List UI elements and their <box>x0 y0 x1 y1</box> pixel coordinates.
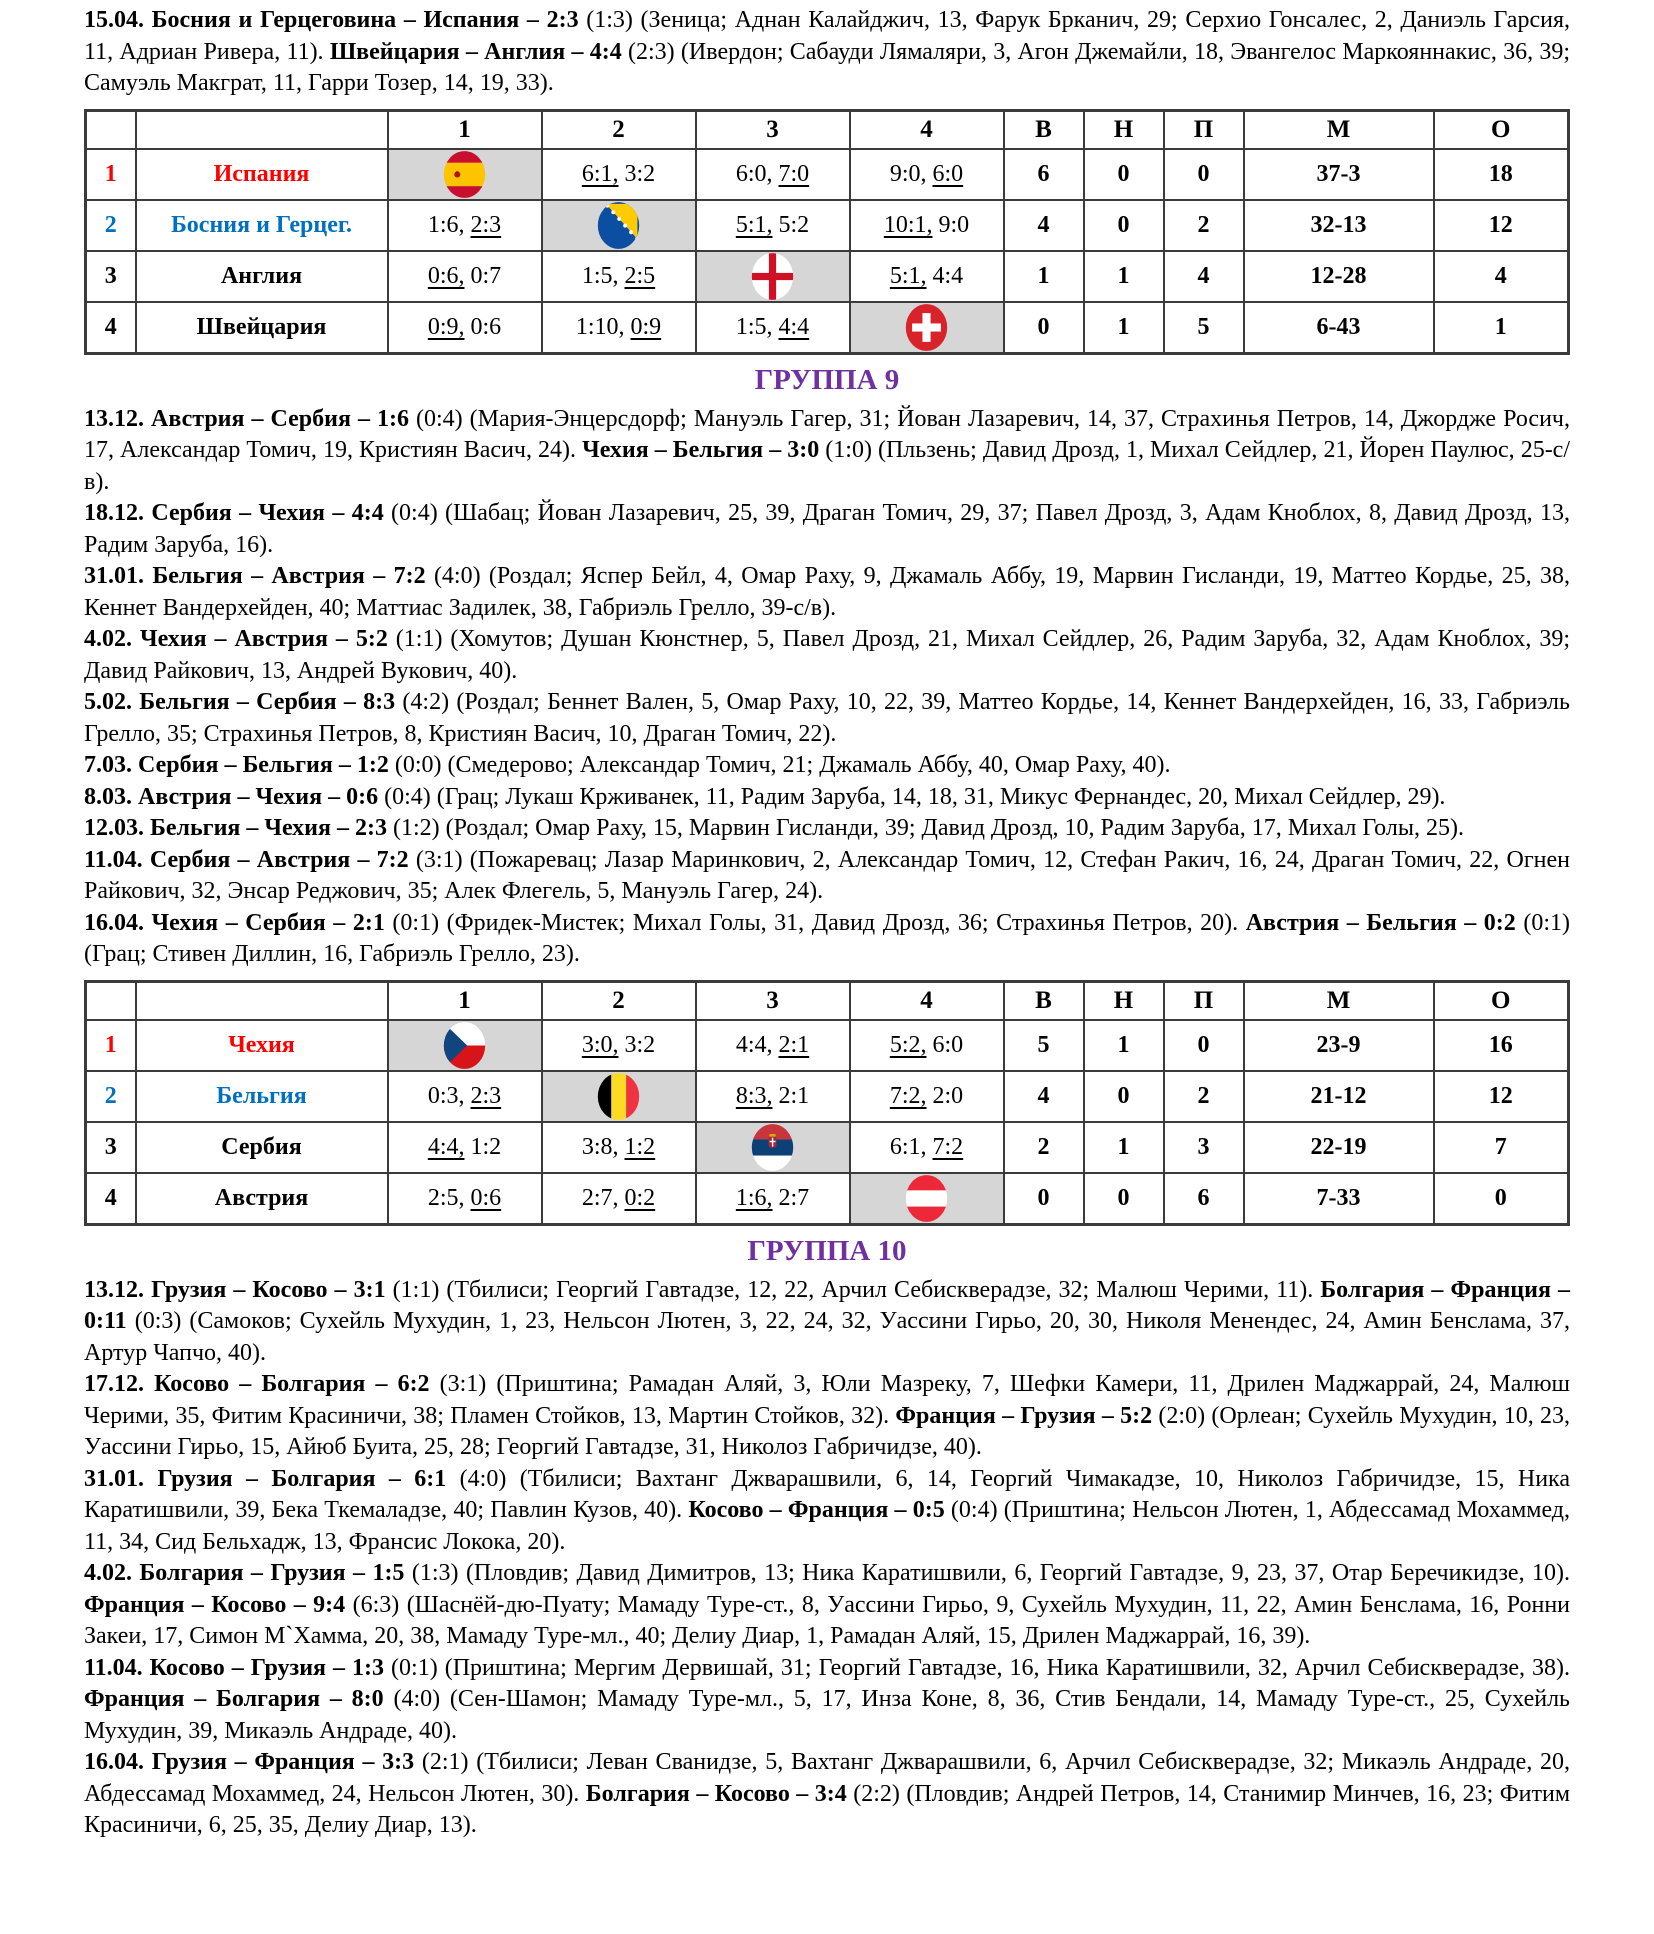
rank-cell: 3 <box>86 1122 136 1173</box>
underlined-score: 0:6, <box>427 262 465 289</box>
standings-row <box>86 149 1569 200</box>
score-cell <box>850 149 1004 200</box>
match-results-paragraph <box>84 1653 1570 1748</box>
standings-header-cell <box>86 981 136 1020</box>
match-header: 11.04. Косово – Грузия – 1:3 <box>84 1654 385 1681</box>
score-cell <box>388 200 542 251</box>
standings-header-cell: В <box>1004 981 1084 1020</box>
points-cell: 12 <box>1434 1071 1569 1122</box>
team-flag-cell <box>542 200 696 251</box>
draws-cell: 1 <box>1084 302 1164 354</box>
match-details: (0:1) (Приштина; Мергим Дервишай, 31; Георгий Гавтадзе, 16, Ника Каратишвили, 32, Арчил Себискверадзе, 38). <box>384 1654 1570 1681</box>
goals-cell: 12-28 <box>1244 251 1434 302</box>
score-cell <box>696 1071 850 1122</box>
underlined-score: 6:1, <box>581 160 619 187</box>
score-cell <box>696 200 850 251</box>
score-text: 6:1, <box>889 1133 933 1160</box>
underlined-score: 2:1 <box>778 1031 810 1058</box>
score-cell <box>542 1122 696 1173</box>
score-text: 1:5, <box>581 262 625 289</box>
standings-row <box>86 1122 1569 1173</box>
standings-header-cell: Н <box>1084 981 1164 1020</box>
match-details: (4:0) (Роздал; Яспер Бейл, 4, Омар Раху, 9, Джамаль Аббу, 19, Марвин Гисланди, 19, Маттео Кордье, 25, 38, Кеннет Вандерхейден, 40; Маттиас Задилек, 38, Габриэль Грелло, 39-с/в). <box>84 563 1571 621</box>
match-details: (2:0) (Орлеан; Сухейль Мухудин, 10, 23, Уассини Гирьо, 15, Айюб Буита, 25, 28; Георгий Гавтадзе, 31, Николоз Габричидзе, 40). <box>84 1402 1571 1460</box>
match-details: (0:3) (Самоков; Сухейль Мухудин, 1, 23, Нельсон Лютен, 3, 22, 24, 32, Уассини Гирьо, 20, 30, Николя Менендес, 24, Амин Бенслама, 37, Артур Чапчо, 40). <box>84 1308 1570 1366</box>
match-header: Болгария – Косово – 3:4 <box>585 1780 847 1807</box>
underlined-score: 5:1, <box>889 262 927 289</box>
team-name-cell: Босния и Герцег. <box>136 200 388 251</box>
match-header: 17.12. Косово – Болгария – 6:2 <box>84 1371 430 1397</box>
standings-header-cell: 4 <box>850 981 1004 1020</box>
underlined-score: 0:9, <box>427 313 465 340</box>
match-header: 18.12. Сербия – Чехия – 4:4 <box>84 500 384 526</box>
team-flag-cell <box>696 1122 850 1173</box>
standings-header-cell: 3 <box>696 981 850 1020</box>
underlined-score: 0:9 <box>630 313 662 340</box>
team-name-cell: Бельгия <box>136 1071 388 1122</box>
team-flag-cell <box>850 302 1004 354</box>
match-header: 13.12. Австрия – Сербия – 1:6 <box>84 405 409 432</box>
match-details: (3:1) (Приштина; Рамадан Аляй, 3, Юли Мазреку, 7, Шефки Камери, 11, Дрилен Маджаррай, 24, Малюш Черими, 35, Фитим Красиничи, 38; Пламен Стойков, 13, Мартин Стойков, 32). <box>84 1371 1570 1429</box>
score-cell <box>696 1173 850 1225</box>
underlined-score: 5:2, <box>889 1031 927 1058</box>
underlined-score: 5:1, <box>735 211 773 238</box>
underlined-score: 8:3, <box>735 1082 773 1109</box>
underlined-score: 2:5 <box>624 262 656 289</box>
losses-cell: 2 <box>1164 200 1244 251</box>
losses-cell: 4 <box>1164 251 1244 302</box>
goals-cell: 21-12 <box>1244 1071 1434 1122</box>
standings-header-cell: П <box>1164 981 1244 1020</box>
bosnia-flag-icon <box>596 201 641 250</box>
standings-header-cell: М <box>1244 981 1434 1020</box>
draws-cell: 0 <box>1084 149 1164 200</box>
standings-row <box>86 302 1569 354</box>
score-text: 3:2 <box>618 160 656 187</box>
team-flag-cell <box>388 149 542 200</box>
group-9-results <box>84 404 1570 971</box>
score-text: 0:7 <box>464 262 502 289</box>
group-9-title: ГРУППА 9 <box>754 363 900 396</box>
losses-cell: 2 <box>1164 1071 1244 1122</box>
match-details: (1:3) (Зеница; Аднан Калайджич, 13, Фарук Брканич, 29; Серхио Гонсалес, 2, Даниэль Гарсия, 11, Адриан Ривера, 11). <box>84 7 1570 65</box>
points-cell: 1 <box>1434 302 1569 354</box>
wins-cell: 1 <box>1004 251 1084 302</box>
standings-header-cell: 1 <box>388 110 542 149</box>
team-name-cell: Англия <box>136 251 388 302</box>
match-details: (4:0) (Сен-Шамон; Мамаду Туре-мл., 5, 17, Инза Коне, 8, 36, Стив Бендали, 14, Мамаду Туре-ст., 25, Сухейль Мухудин, 39, Микаэль Андраде, 40). <box>84 1686 1570 1744</box>
match-details: (4:2) (Роздал; Беннет Вален, 5, Омар Раху, 10, 22, 39, Маттео Кордье, 14, Кеннет Вандерхейден, 16, 33, Габриэль Грелло, 35; Страхинья Петров, 8, Кристиян Васич, 10, Драган Томич, 22). <box>84 689 1570 747</box>
points-cell: 18 <box>1434 149 1569 200</box>
standings-row <box>86 251 1569 302</box>
standings-row <box>86 1173 1569 1225</box>
rank-cell: 2 <box>86 1071 136 1122</box>
match-results-paragraph <box>84 404 1570 499</box>
match-header: 16.04. Грузия – Франция – 3:3 <box>84 1749 415 1775</box>
score-text: 2:7, <box>581 1184 625 1211</box>
match-header: 31.01. Бельгия – Австрия – 7:2 <box>84 563 426 589</box>
score-text: 2:1 <box>772 1082 810 1109</box>
group-10-results <box>84 1275 1570 1842</box>
underlined-score: 7:2 <box>932 1133 964 1160</box>
score-text: 3:2 <box>618 1031 656 1058</box>
standings-header-cell <box>136 110 388 149</box>
underlined-score: 0:2 <box>624 1184 656 1211</box>
match-details: (0:0) (Смедерово; Александар Томич, 21; Джамаль Аббу, 40, Омар Раху, 40). <box>388 752 1171 778</box>
match-results-paragraph <box>84 1369 1570 1464</box>
match-results-paragraph <box>84 561 1570 624</box>
match-results-paragraph <box>84 845 1570 908</box>
match-header: 16.04. Чехия – Сербия – 2:1 <box>84 909 385 936</box>
underlined-score: 7:0 <box>778 160 810 187</box>
score-cell <box>696 302 850 354</box>
score-cell <box>542 1020 696 1071</box>
points-cell: 12 <box>1434 200 1569 251</box>
goals-cell: 22-19 <box>1244 1122 1434 1173</box>
draws-cell: 1 <box>1084 251 1164 302</box>
score-text: 6:0, <box>735 160 779 187</box>
standings-table-group-9 <box>84 980 1570 1226</box>
match-header: Франция – Косово – 9:4 <box>84 1591 346 1618</box>
score-text: 3:8, <box>581 1133 625 1160</box>
losses-cell: 5 <box>1164 302 1244 354</box>
team-name-cell: Чехия <box>136 1020 388 1071</box>
match-details: (6:3) (Шаснёй-дю-Пуату; Мамаду Туре-ст., 8, Уассини Гирьо, 9, Сухейль Мухудин, 11, 22, Амин Бенслама, 16, Ронни Закеи, 17, Симон М`Хамма, 20, 38, Мамаду Туре-мл., 40; Делиу Диар, 1, Рамадан Аляй, 15, Дрилен Маджаррай, 16, 39). <box>84 1591 1571 1649</box>
match-details: (2:2) (Пловдив; Андрей Петров, 14, Станимир Минчев, 16, 23; Фитим Красиничи, 6, 25, 35, Делиу Диар, 13). <box>84 1780 1571 1838</box>
points-cell: 16 <box>1434 1020 1569 1071</box>
goals-cell: 7-33 <box>1244 1173 1434 1225</box>
wins-cell: 6 <box>1004 149 1084 200</box>
standings-table-group-8 <box>84 109 1570 355</box>
standings-header-row <box>86 110 1569 149</box>
czech-flag-icon <box>442 1021 487 1070</box>
underlined-score: 0:6 <box>470 1184 502 1211</box>
match-details: (0:4) (Грац; Лукаш Крживанек, 11, Радим Заруба, 14, 18, 31, Микус Фернандес, 20, Михал Сейдлер, 29). <box>378 783 1446 810</box>
points-cell: 7 <box>1434 1122 1569 1173</box>
score-text: 2:5, <box>427 1184 471 1211</box>
standings-header-cell <box>86 110 136 149</box>
match-results-paragraph <box>84 1747 1570 1842</box>
match-details: (0:1) (Грац; Стивен Диллин, 16, Габриэль Грелло, 23). <box>84 909 1571 967</box>
score-cell <box>542 302 696 354</box>
match-header: 4.02. Чехия – Австрия – 5:2 <box>84 626 388 652</box>
score-cell <box>850 1020 1004 1071</box>
score-cell <box>850 200 1004 251</box>
match-details: (4:0) (Тбилиси; Вахтанг Джварашвили, 6, 14, Георгий Чимакадзе, 10, Николоз Габричидзе, 15, Ника Каратишвили, 39, Бека Ткемаладзе, 40; Павлин Кузов, 40). <box>84 1465 1570 1523</box>
match-details: (1:2) (Роздал; Омар Раху, 15, Марвин Гисланди, 39; Давид Дрозд, 10, Радим Заруба, 17, Михал Голы, 25). <box>386 815 1464 841</box>
score-cell <box>388 1071 542 1122</box>
underlined-score: 3:0, <box>581 1031 619 1058</box>
rank-cell: 1 <box>86 1020 136 1071</box>
score-cell <box>542 251 696 302</box>
match-header: 4.02. Болгария – Грузия – 1:5 <box>84 1560 405 1586</box>
score-text: 4:4 <box>926 262 964 289</box>
match-header: Чехия – Бельгия – 3:0 <box>582 437 820 463</box>
score-text: 1:10, <box>575 313 631 340</box>
score-text: 6:0 <box>926 1031 964 1058</box>
score-text: 2:7 <box>772 1184 810 1211</box>
match-header: Франция – Грузия – 5:2 <box>895 1402 1153 1429</box>
team-name-cell: Испания <box>136 149 388 200</box>
underlined-score: 7:2, <box>889 1082 927 1109</box>
team-flag-cell <box>696 251 850 302</box>
match-details: (2:1) (Тбилиси; Леван Сванидзе, 5, Вахтанг Джварашвили, 6, Арчил Себискверадзе, 32; Микаэль Андраде, 20, Абдессамад Мохаммед, 24, Нельсон Лютен, 30). <box>84 1749 1571 1807</box>
underlined-score: 4:4 <box>778 313 810 340</box>
standings-header-cell: 1 <box>388 981 542 1020</box>
match-header: 7.03. Сербия – Бельгия – 1:2 <box>84 752 389 778</box>
score-text: 1:6, <box>427 211 471 238</box>
match-details: (3:1) (Пожаревац; Лазар Маринкович, 2, Александар Томич, 12, Стефан Ракич, 16, 24, Драган Томич, 22, Огнен Райкович, 32, Энсар Реджович, 35; Алек Флегель, 5, Мануэль Гагер, 24). <box>84 846 1571 904</box>
england-flag-icon <box>750 252 795 301</box>
score-cell <box>388 1173 542 1225</box>
score-cell <box>388 251 542 302</box>
wins-cell: 5 <box>1004 1020 1084 1071</box>
score-cell <box>850 251 1004 302</box>
match-header: Косово – Франция – 0:5 <box>688 1497 945 1523</box>
underlined-score: 6:0 <box>932 160 964 187</box>
match-header: 12.03. Бельгия – Чехия – 2:3 <box>84 815 387 841</box>
standings-row <box>86 1071 1569 1122</box>
underlined-score: 1:6, <box>735 1184 773 1211</box>
match-results-paragraph <box>84 498 1570 561</box>
score-cell <box>388 302 542 354</box>
intro-results-paragraph <box>84 5 1570 100</box>
rank-cell: 1 <box>86 149 136 200</box>
standings-header-cell: О <box>1434 981 1569 1020</box>
score-cell <box>388 1122 542 1173</box>
wins-cell: 4 <box>1004 200 1084 251</box>
match-header: 31.01. Грузия – Болгария – 6:1 <box>84 1465 447 1492</box>
match-details: (0:1) (Фридек-Мистек; Михал Голы, 31, Давид Дрозд, 36; Страхинья Петров, 20). <box>384 909 1246 936</box>
match-results-paragraph <box>84 908 1570 971</box>
score-text: 5:2 <box>772 211 810 238</box>
standings-header-cell: Н <box>1084 110 1164 149</box>
match-header: Австрия – Бельгия – 0:2 <box>1245 909 1516 936</box>
match-results-paragraph <box>84 1464 1570 1559</box>
standings-row <box>86 1020 1569 1071</box>
standings-header-cell: М <box>1244 110 1434 149</box>
underlined-score: 1:2 <box>624 1133 656 1160</box>
standings-header-row <box>86 981 1569 1020</box>
underlined-score: 2:3 <box>470 1082 502 1109</box>
match-details: (0:4) (Мария-Энцерсдорф; Мануэль Гагер, 31; Йован Лазаревич, 14, 37, Страхинья Петров, 14, Джордже Росич, 17, Александар Томич, 19, Кристиян Васич, 24). <box>84 405 1570 463</box>
score-text: 1:2 <box>464 1133 502 1160</box>
score-cell <box>850 1122 1004 1173</box>
rank-cell: 2 <box>86 200 136 251</box>
rank-cell: 3 <box>86 251 136 302</box>
score-cell <box>696 149 850 200</box>
rank-cell: 4 <box>86 1173 136 1225</box>
goals-cell: 32-13 <box>1244 200 1434 251</box>
match-results-paragraph <box>84 782 1570 814</box>
score-text: 4:4, <box>735 1031 779 1058</box>
underlined-score: 2:3 <box>470 211 502 238</box>
match-details: (1:3) (Пловдив; Давид Димитров, 13; Ника Каратишвили, 6, Георгий Гавтадзе, 9, 23, 37, Отар Беречикидзе, 10). <box>404 1560 1570 1586</box>
team-flag-cell <box>388 1020 542 1071</box>
standings-header-cell: 2 <box>542 110 696 149</box>
goals-cell: 23-9 <box>1244 1020 1434 1071</box>
match-results-paragraph <box>84 750 1570 782</box>
belgium-flag-icon <box>596 1072 641 1121</box>
rank-cell: 4 <box>86 302 136 354</box>
match-results-paragraph <box>84 1275 1570 1370</box>
underlined-score: 4:4, <box>427 1133 465 1160</box>
goals-cell: 37-3 <box>1244 149 1434 200</box>
match-details: (1:0) (Пльзень; Давид Дрозд, 1, Михал Сейдлер, 21, Йорен Паулюс, 25-с/в). <box>84 437 1571 495</box>
losses-cell: 3 <box>1164 1122 1244 1173</box>
match-details: (0:4) (Шабац; Йован Лазаревич, 25, 39, Драган Томич, 29, 37; Павел Дрозд, 3, Адам Кноблох, 8, Давид Дрозд, 13, Радим Заруба, 16). <box>84 500 1571 558</box>
match-header: Швейцария – Англия – 4:4 <box>329 38 622 65</box>
match-results-paragraph <box>84 624 1570 687</box>
group-10-title: ГРУППА 10 <box>747 1234 907 1267</box>
score-cell <box>850 1071 1004 1122</box>
match-details: (1:1) (Хомутов; Душан Кюнстнер, 5, Павел Дрозд, 21, Михал Сейдлер, 26, Радим Заруба, 32, Адам Кноблох, 39; Давид Райкович, 13, Андрей Вукович, 40). <box>84 626 1570 684</box>
wins-cell: 0 <box>1004 1173 1084 1225</box>
score-text: 9:0 <box>932 211 970 238</box>
match-header: 11.04. Сербия – Австрия – 7:2 <box>84 846 409 873</box>
standings-header-cell: 2 <box>542 981 696 1020</box>
losses-cell: 0 <box>1164 1020 1244 1071</box>
team-name-cell: Австрия <box>136 1173 388 1225</box>
score-text: 0:6 <box>464 313 502 340</box>
switzerland-flag-icon <box>904 303 949 352</box>
draws-cell: 0 <box>1084 1173 1164 1225</box>
standings-row <box>86 200 1569 251</box>
match-details: (2:3) (Ивердон; Сабауди Лямаляри, 3, Агон Джемайли, 18, Эвангелос Маркояннакис, 36, 39; Самуэль Макграт, 11, Гарри Тозер, 14, 19, 33). <box>84 38 1570 96</box>
score-cell <box>542 1173 696 1225</box>
draws-cell: 0 <box>1084 1071 1164 1122</box>
match-results-paragraph <box>84 813 1570 845</box>
points-cell: 4 <box>1434 251 1569 302</box>
standings-header-cell <box>136 981 388 1020</box>
standings-header-cell: 4 <box>850 110 1004 149</box>
standings-header-cell: В <box>1004 110 1084 149</box>
match-header: Франция – Болгария – 8:0 <box>84 1686 384 1712</box>
score-cell <box>542 149 696 200</box>
wins-cell: 4 <box>1004 1071 1084 1122</box>
match-details: (1:1) (Тбилиси; Георгий Гавтадзе, 12, 22, Арчил Себискверадзе, 32; Малюш Черими, 11). <box>385 1276 1321 1303</box>
team-name-cell: Сербия <box>136 1122 388 1173</box>
score-cell <box>696 1020 850 1071</box>
match-header: 5.02. Бельгия – Сербия – 8:3 <box>84 689 396 715</box>
serbia-flag-icon <box>750 1123 795 1172</box>
score-text: 1:5, <box>735 313 779 340</box>
score-text: 2:0 <box>926 1082 964 1109</box>
losses-cell: 6 <box>1164 1173 1244 1225</box>
score-text: 0:3, <box>427 1082 471 1109</box>
wins-cell: 0 <box>1004 302 1084 354</box>
match-header: Болгария – Франция – 0:11 <box>84 1276 1570 1334</box>
points-cell: 0 <box>1434 1173 1569 1225</box>
draws-cell: 1 <box>1084 1020 1164 1071</box>
standings-header-cell: О <box>1434 110 1569 149</box>
match-results-paragraph <box>84 687 1570 750</box>
match-header: 8.03. Австрия – Чехия – 0:6 <box>84 783 379 810</box>
team-flag-cell <box>542 1071 696 1122</box>
standings-header-cell: П <box>1164 110 1244 149</box>
match-results-paragraph <box>84 1558 1570 1653</box>
spain-flag-icon <box>442 150 487 199</box>
losses-cell: 0 <box>1164 149 1244 200</box>
draws-cell: 1 <box>1084 1122 1164 1173</box>
goals-cell: 6-43 <box>1244 302 1434 354</box>
draws-cell: 0 <box>1084 200 1164 251</box>
team-flag-cell <box>850 1173 1004 1225</box>
match-details: (0:4) (Приштина; Нельсон Лютен, 1, Абдессамад Мохаммед, 11, 34, Сид Бельхадж, 13, Франсис Локока, 20). <box>84 1497 1570 1555</box>
standings-header-cell: 3 <box>696 110 850 149</box>
match-header: 13.12. Грузия – Косово – 3:1 <box>84 1276 386 1303</box>
score-text: 9:0, <box>889 160 933 187</box>
underlined-score: 10:1, <box>883 211 933 238</box>
wins-cell: 2 <box>1004 1122 1084 1173</box>
austria-flag-icon <box>904 1174 949 1223</box>
match-header: 15.04. Босния и Герцеговина – Испания – 2:3 <box>84 7 579 33</box>
team-name-cell: Швейцария <box>136 302 388 354</box>
